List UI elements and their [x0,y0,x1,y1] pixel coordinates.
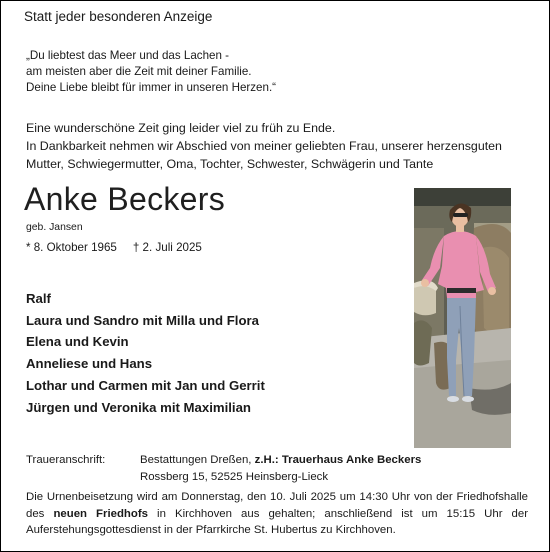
intro-line: Statt jeder besonderen Anzeige [24,9,213,24]
ceremony-details [26,489,528,539]
birth-date: * 8. Oktober 1965 [26,241,117,254]
cemetery-name: neuen Friedhofs [53,507,148,520]
paragraph-line: Eine wunderschöne Zeit ging leider viel zu früh zu Ende. [26,121,336,135]
family-member: Lothar und Carmen mit Jan und Gerrit [26,377,265,393]
ceremony-text-part-2: in Kirchhoven aus gehalten; anschließend ist um 15:15 Uhr der Auferstehungsgottesdienst in der Pfarrkirche St. Hubertus zu Kirchhoven. [26,507,529,536]
family-member: Laura und Sandro mit Milla und Flora [26,312,259,328]
mourning-house: z.H.: Trauerhaus Anke Beckers [254,454,422,466]
life-dates [26,241,202,254]
family-member: Elena und Kevin [26,334,129,350]
quote-line: am meisten aber die Zeit mit deiner Familie. [26,65,252,78]
family-member: Ralf [26,291,51,306]
address-label: Traueranschrift: [26,454,106,466]
deceased-name: Anke Beckers [24,181,226,217]
quote-line: „Du liebtest das Meer und das Lachen - [26,49,230,62]
family-list [26,288,265,418]
funeral-home: Bestattungen Dreßen, [140,454,252,466]
ceremony-text-part-1: Die Urnenbeisetzung wird am Donnerstag, den 10. Juli 2025 um 14:30 Uhr von der Friedhofshalle des [26,491,528,520]
paragraph-line: In Dankbarkeit nehmen wir Abschied von meiner geliebten Frau, unserer herzensguten [26,139,502,153]
address-line-2: Rossberg 15, 52525 Heinsberg-Lieck [140,471,329,483]
farewell-paragraph [26,119,502,173]
portrait-photo [414,188,511,448]
family-member: Anneliese und Hans [26,356,153,372]
quote [26,48,276,96]
family-member: Jürgen und Veronika mit Maximilian [26,399,251,415]
paragraph-line: Mutter, Schwiegermutter, Oma, Tochter, Schwester, Schwägerin und Tante [26,157,434,171]
maiden-name: geb. Jansen [26,222,83,233]
death-date: † 2. Juli 2025 [132,241,202,254]
portrait-illustration [414,188,511,448]
quote-line: Deine Liebe bleibt für immer in unseren Herzen.“ [26,81,277,94]
address-line-1 [140,454,421,466]
